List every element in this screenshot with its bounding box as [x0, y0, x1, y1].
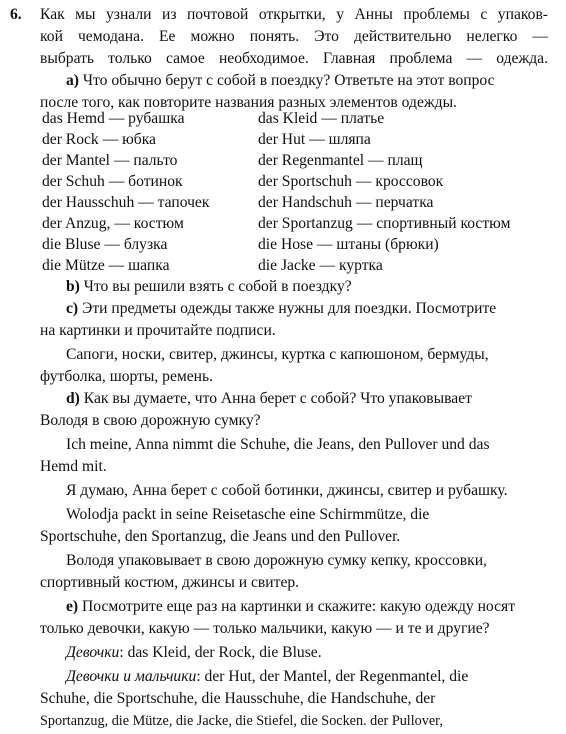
both-label: Девочки и мальчики — [66, 668, 197, 685]
textbook-page: 6. Как мы узнали из почтовой открытки, у Анны проблемы с упаков- кой чемодана. Ее можно понять. Это действительно нелегко — выбрать только самое необходимое. Главная проблема — одежда. а) Что обычно берут с собой в поездку? Ответьте на этот вопрос после того, как повторите названия разных элементов одежды. das Hemd — рубашка das Kleid — платье der Rock — юбка der Hut — шляпа der Mantel — пальто der Regenmantel — плащ der Schuh — ботинок der Sportschuh — кроссовок der Hausschuh — тапочек der Handschuh — перчатка der Anzug, — костюм der Sportanzug — спортивный костюм die Bluse — блузка die Hose — штаны (брюки) die Mütze — шапка die Jacke — куртка b) Что вы решили взять с собой в поездку? c) Эти предметы одежды также нужны для поездки. Посмотрите на картинки и прочитайте подписи. Сапоги, носки, свитер, джинсы, куртка с капюшоном, бермуды, футболка, шорты, ремень. d) Как вы думаете, что Анна берет с собой? Что упаковывает Володя в свою дорожную сумку? Ich meine, Anna nimmt die Schuhe, die Jeans, den Pullover und das Hemd mit. Я думаю, Анна берет с собой ботинки, джинсы, свитер и рубашку. Wolodja packt in seine Reisetasche eine Schirmmütze, die Sportschuhe, den Sportanzug, die Jeans und den Pullover. Володя упаковывает в свою дорожную сумку кепку, кроссовки, спортивный костюм, джинсы и свитер. e) Посмотрите еще раз на картинки и скажите: какую одежду носят только девочки, какую — только мальчики, какую — и те и другие? Девочки: das Kleid, der Rock, die Bluse. Девочки и мальчики: der Hut, der Mantel, der Regenmantel, die Schuhe, die Sportschuhe, die Hausschuhe, die Handschuhe, der Sportanzug, die Mütze, die Jacke, die Stiefel, die Socken. der Pullover, — [10, 6, 548, 729]
part-a-label: а) — [66, 72, 79, 89]
part-c-label: c) — [66, 300, 79, 317]
task-number: 6. — [10, 6, 22, 23]
part-e-label: e) — [66, 598, 79, 615]
part-b-label: b) — [66, 278, 80, 295]
girls-label: Девочки — [66, 644, 120, 661]
part-d-label: d) — [66, 390, 80, 407]
